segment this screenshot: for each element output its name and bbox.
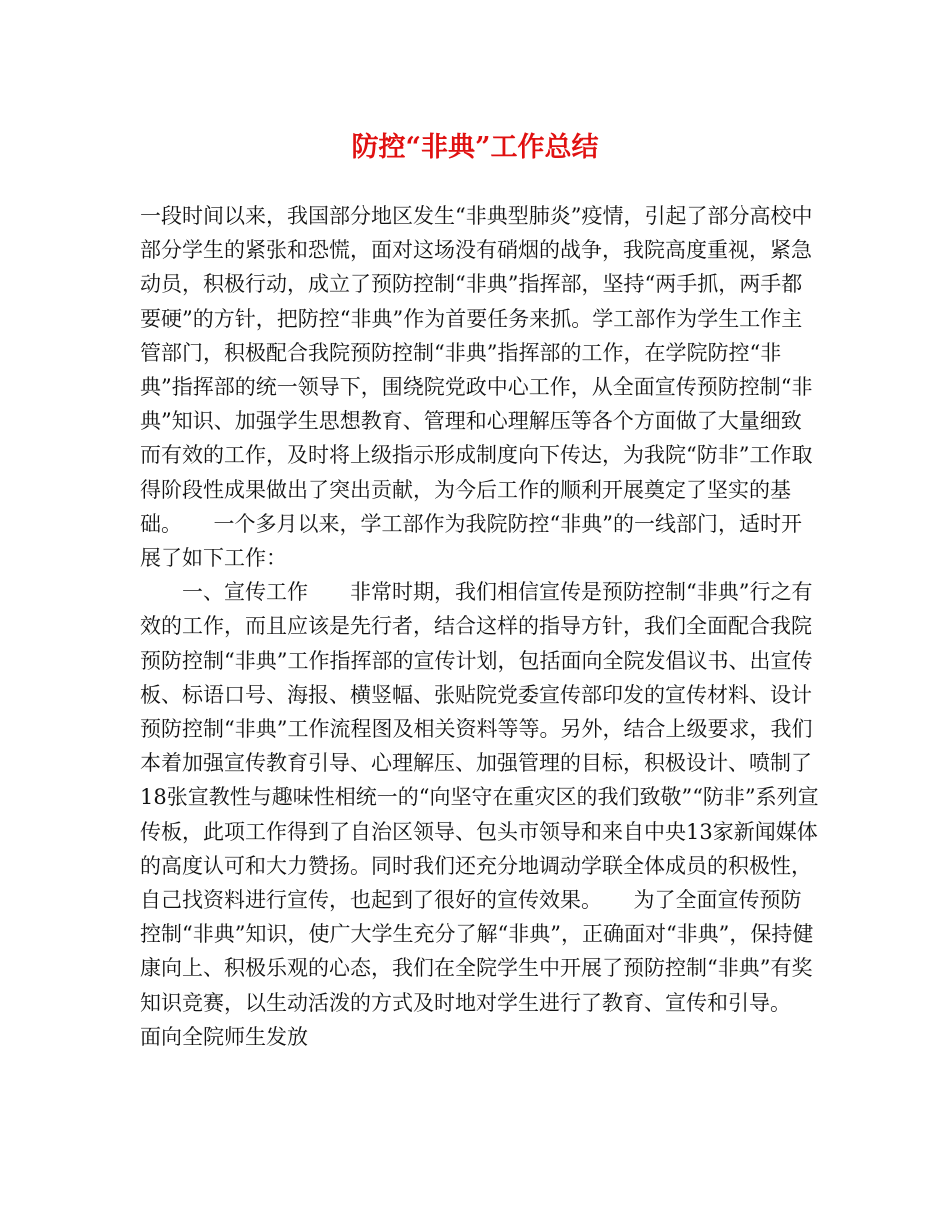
document-body <box>140 199 823 1054</box>
document-title: 防控“非典”工作总结 <box>351 132 599 163</box>
paragraph-intro: 一段时间以来，我国部分地区发生“非典型肺炎”疫情，引起了部分高校中部分学生的紧张和恐慌，面对这场没有硝烟的战争，我院高度重视，紧急动员，积极行动，成立了预防控制“非典”指挥部，坚持“两手抓，两手都要硬”的方针，把防控“非典”作为首要任务来抓。学工部作为学生工作主管部门，积极配合我院预防控制“非典”指挥部的工作，在学院防控“非典”指挥部的统一领导下，围绕院党政中心工作，从全面宣传预防控制“非典”知识、加强学生思想教育、管理和心理解压等各个方面做了大量细致而有效的工作，及时将上级指示形成制度向下传达，为我院“防非”工作取得阶段性成果做出了突出贡献，为今后工作的顺利开展奠定了坚实的基础。 一个多月以来，学工部作为我院防控“非典”的一线部门，适时开展了如下工作： <box>140 204 813 571</box>
paragraph-publicity-work: 一、宣传工作 非常时期，我们相信宣传是预防控制“非典”行之有效的工作，而且应该是先行者，结合这样的指导方针，我们全面配合我院预防控制“非典”工作指挥部的宣传计划，包括面向全院发倡议书、出宣传板、标语口号、海报、横竖幅、张贴院党委宣传部印发的宣传材料、设计预防控制“非典”工作流程图及相关资料等等。另外，结合上级要求，我们本着加强宣传教育引导、心理解压、加强管理的目标，积极设计、喷制了18张宣教性与趣味性相统一的“向坚守在重灾区的我们致敬”“防非”系列宣传板，此项工作得到了自治区领导、包头市领导和来自中央13家新闻媒体的高度认可和大力赞扬。同时我们还充分地调动学联全体成员的积极性，自己找资料进行宣传，也起到了很好的宣传效果。 为了全面宣传预防控制“非典”知识，使广大学生充分了解“非典”，正确面对“非典”，保持健康向上、积极乐观的心态，我们在全院学生中开展了预防控制“非典”有奖知识竞赛，以生动活泼的方式及时地对学生进行了教育、宣传和引导。 面向全院师生发放 <box>140 580 823 1049</box>
